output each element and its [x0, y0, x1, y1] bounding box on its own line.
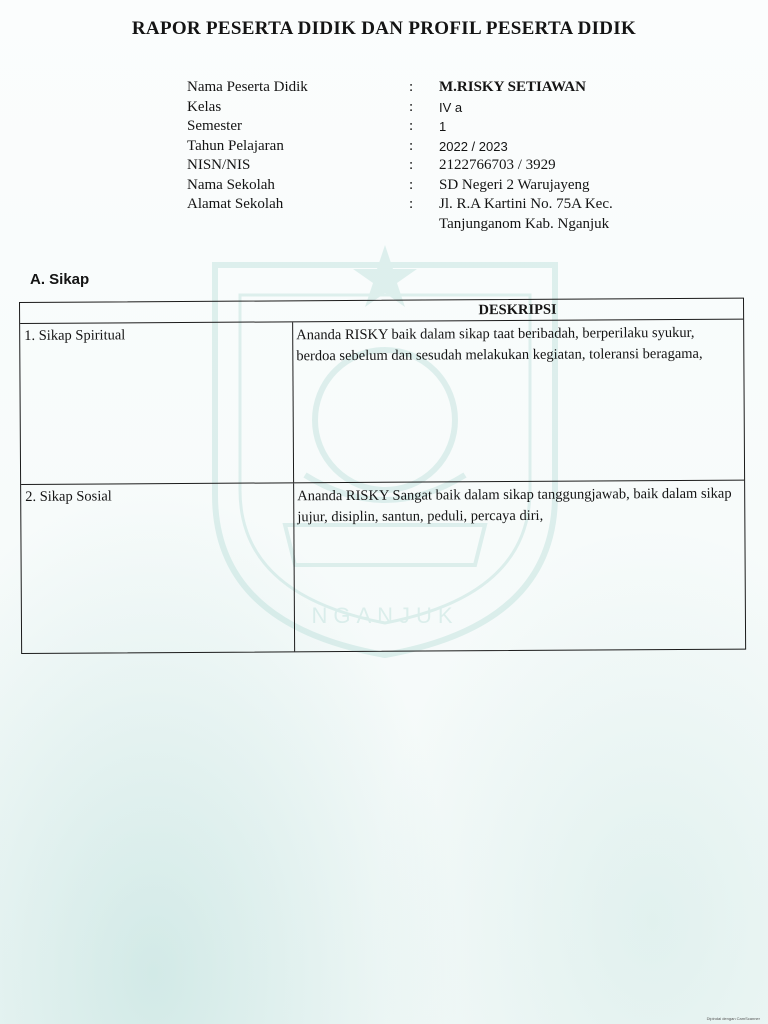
identity-colon: : — [409, 137, 414, 154]
identity-row-nama — [187, 78, 699, 98]
identity-colon: : — [409, 118, 414, 134]
identity-colon: : — [409, 79, 414, 95]
table-header-deskripsi: DESKRIPSI — [478, 301, 557, 319]
identity-label: Nama Sekolah — [187, 176, 275, 193]
identity-row-kelas — [187, 98, 699, 118]
description-cell: Ananda RISKY Sangat baik dalam sikap tanggungjawab, baik dalam sikap jujur, disiplin, santun, peduli, percaya diri, — [297, 485, 732, 526]
student-identity-block — [187, 78, 699, 234]
identity-row-sekolah — [187, 176, 699, 196]
identity-value: M.RISKY SETIAWAN — [439, 79, 586, 95]
identity-row-alamat-cont — [187, 215, 699, 235]
identity-value: 2022 / 2023 — [439, 138, 508, 154]
identity-label: Alamat Sekolah — [187, 196, 284, 212]
identity-colon: : — [409, 98, 414, 115]
table-row — [21, 481, 745, 653]
identity-value: Jl. R.A Kartini No. 75A Kec. — [439, 196, 613, 212]
identity-row-nisn — [187, 156, 699, 176]
identity-label: Kelas — [187, 98, 222, 115]
identity-row-tahun — [187, 137, 699, 157]
identity-colon: : — [409, 176, 414, 193]
identity-label: NISN/NIS — [187, 157, 251, 173]
identity-value: Tanjunganom Kab. Nganjuk — [439, 215, 610, 232]
scanner-footer-note: Dipindai dengan CamScanner — [706, 1016, 760, 1021]
identity-colon: : — [409, 196, 414, 212]
aspect-cell: 2. Sikap Sosial — [21, 483, 295, 653]
identity-label: Nama Peserta Didik — [187, 79, 308, 95]
sikap-table — [19, 298, 746, 654]
identity-value: 1 — [439, 119, 447, 134]
identity-value: SD Negeri 2 Warujayeng — [439, 176, 590, 193]
aspect-cell: 1. Sikap Spiritual — [20, 322, 294, 484]
table-row — [20, 320, 744, 485]
document-title: RAPOR PESERTA DIDIK DAN PROFIL PESERTA DIDIK — [131, 18, 637, 39]
identity-label: Semester — [187, 118, 242, 134]
section-heading-sikap: A. Sikap — [30, 271, 90, 288]
identity-colon: : — [409, 157, 414, 173]
table-header-blank — [20, 301, 292, 323]
identity-row-semester — [187, 117, 699, 137]
identity-label: Tahun Pelajaran — [187, 137, 284, 154]
identity-value: 2122766703 / 3929 — [439, 157, 556, 173]
identity-value: IV a — [439, 99, 463, 115]
identity-colon-empty — [409, 215, 439, 235]
emblem-text: NGANJUK — [311, 603, 459, 628]
description-cell: Ananda RISKY baik dalam sikap taat beribadah, berperilaku syukur, berdoa sebelum dan sesudah melakukan kegiatan, toleransi beragama, — [296, 324, 703, 365]
identity-label — [187, 215, 409, 235]
identity-row-alamat — [187, 195, 699, 215]
